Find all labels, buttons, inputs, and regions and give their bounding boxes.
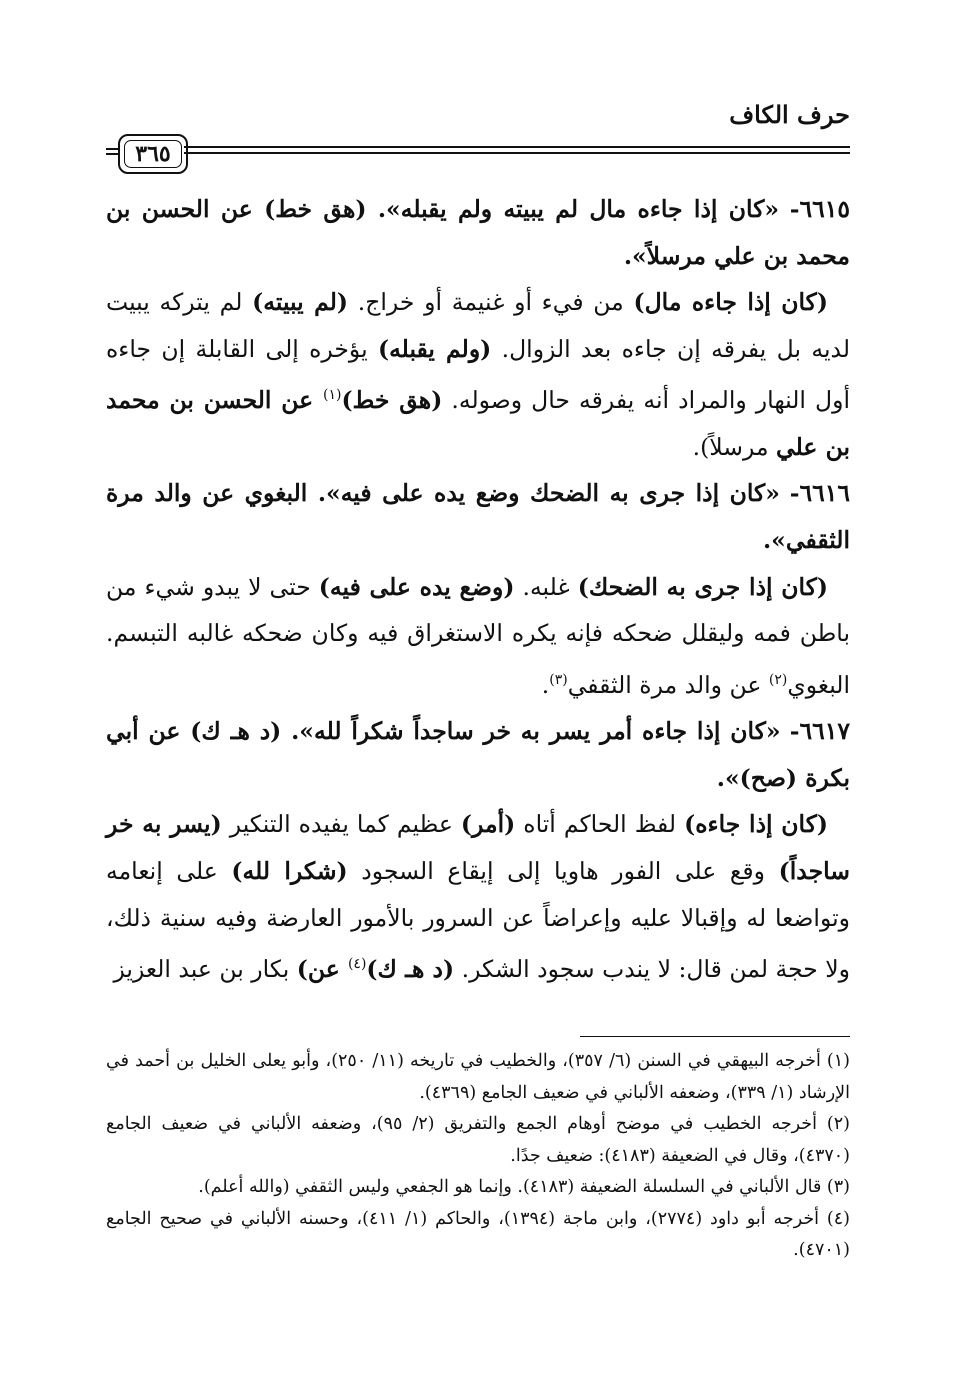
commentary-segment: (يسر به خر ساجداً)	[106, 810, 851, 885]
commentary-segment: (شكرا لله)	[231, 856, 348, 885]
commentary-segment: غلبه.	[514, 572, 578, 601]
page-number	[118, 134, 188, 174]
footnote-marker: (٣)	[549, 671, 568, 688]
commentary-segment: عظيم كما يفيده التنكير	[221, 810, 461, 839]
footnote-1: (١) أخرجه البيهقي في السنن (٦/ ٣٥٧)، والخطيب في تاريخه (١١/ ٢٥٠)، وأبو يعلى الخليل بن أحمد في الإرشاد (١/ ٣٣٩)، وضعفه الألباني في ضعيف الجامع (٤٣٦٩).	[106, 1051, 850, 1103]
hadith-text: «كان إذا جاءه أمر يسر به خر ساجداً شكراً لله». (د هـ ك) عن أبي بكرة (صح)».	[106, 717, 850, 792]
commentary-segment: على إنعامه وتواضعا له وإقبالا عليه وإعراضاً عن السرور بالأمور العارضة وفيه سنية ذلك، ولا حجة لمن قال: لا يندب سجود الشكر.	[106, 856, 850, 983]
footnote-marker: (١)	[322, 387, 342, 404]
commentary-segment: (هق خط)	[341, 386, 443, 415]
commentary-6615	[106, 279, 850, 470]
commentary-segment: (كان إذا جاءه)	[684, 810, 829, 839]
header-double-rule	[184, 141, 850, 155]
footnotes	[106, 1046, 850, 1267]
commentary-segment: عن)	[296, 954, 348, 983]
commentary-segment: عن الحسن بن محمد بن علي	[106, 386, 850, 461]
commentary-segment: حتى لا يبدو شيء من باطن فمه وليقلل ضحكه فإنه يكره الاستغراق فيه وكان ضحكه غالبه التبسم. البغوي	[106, 572, 850, 699]
commentary-segment: عن والد مرة الثقفي	[567, 670, 769, 699]
commentary-segment: (لم يبيته)	[252, 288, 349, 317]
commentary-6617	[106, 801, 850, 992]
commentary-segment: من فيء أو غنيمة أو خراج.	[348, 288, 634, 317]
hadith-entry-6615	[106, 186, 850, 279]
hadith-entry-6617	[106, 708, 850, 801]
commentary-segment: مرسلاً).	[692, 432, 776, 461]
commentary-segment: .	[541, 670, 550, 699]
commentary-segment: لم يتركه يبيت لديه بل يفرقه إن جاءه بعد الزوال.	[106, 288, 850, 363]
commentary-segment: (كان إذا جرى به الضحك)	[577, 572, 829, 601]
main-text	[106, 186, 850, 993]
page-number-text: ٣٦٥	[135, 141, 171, 167]
commentary-segment: (كان إذا جاءه مال)	[633, 288, 828, 317]
footnote-marker: (٤)	[347, 956, 367, 973]
commentary-segment: بكار بن عبد العزيز	[113, 954, 297, 983]
hadith-text: «كان إذا جرى به الضحك وضع يده على فيه». البغوي عن والد مرة الثقفي».	[106, 479, 850, 554]
chapter-title: حرف الكاف	[729, 100, 850, 129]
hadith-number: ٦٦١٥-	[789, 195, 850, 223]
hadith-number: ٦٦١٦-	[789, 479, 850, 508]
footnote-4: (٤) أخرجه أبو داود (٢٧٧٤)، وابن ماجة (١٣٩٤)، والحاكم (١/ ٤١١)، وحسنه الألباني في صحيح الجامع (٤٧٠١).	[106, 1208, 850, 1260]
footnote-marker: (٢)	[768, 671, 788, 688]
commentary-segment: وقع على الفور هاويا إلى إيقاع السجود	[347, 856, 779, 885]
hadith-number: ٦٦١٧-	[789, 717, 850, 746]
commentary-segment: (د هـ ك)	[366, 954, 455, 983]
footnote-2: (٢) أخرجه الخطيب في موضح أوهام الجمع والتفريق (٢/ ٩٥)، وضعفه الألباني في ضعيف الجامع (٤٣٧٠)، وقال في الضعيفة (٤١٨٣): ضعيف جدًا.	[106, 1114, 850, 1166]
hadith-text: «كان إذا جاءه مال لم يبيته ولم يقبله». (هق خط) عن الحسن بن محمد بن علي مرسلاً».	[106, 195, 850, 270]
footnote-separator	[580, 1036, 850, 1037]
commentary-segment: (أمر)	[460, 810, 516, 839]
footnote-3: (٣) قال الألباني في السلسلة الضعيفة (٤١٨٣). وإنما هو الجفعي وليس الثقفي (والله أعلم).	[198, 1177, 850, 1197]
commentary-segment: لفظ الحاكم أتاه	[515, 810, 685, 839]
commentary-segment: (وضع يده على فيه)	[318, 572, 515, 601]
commentary-segment: (ولم يقبله)	[377, 334, 492, 363]
commentary-6616	[106, 564, 850, 709]
header-rule-lead	[106, 148, 118, 155]
hadith-entry-6616	[106, 470, 850, 563]
commentary-segment: يؤخره إلى القابلة إن جاءه أول النهار والمراد أنه يفرقه حال وصوله.	[106, 334, 850, 415]
